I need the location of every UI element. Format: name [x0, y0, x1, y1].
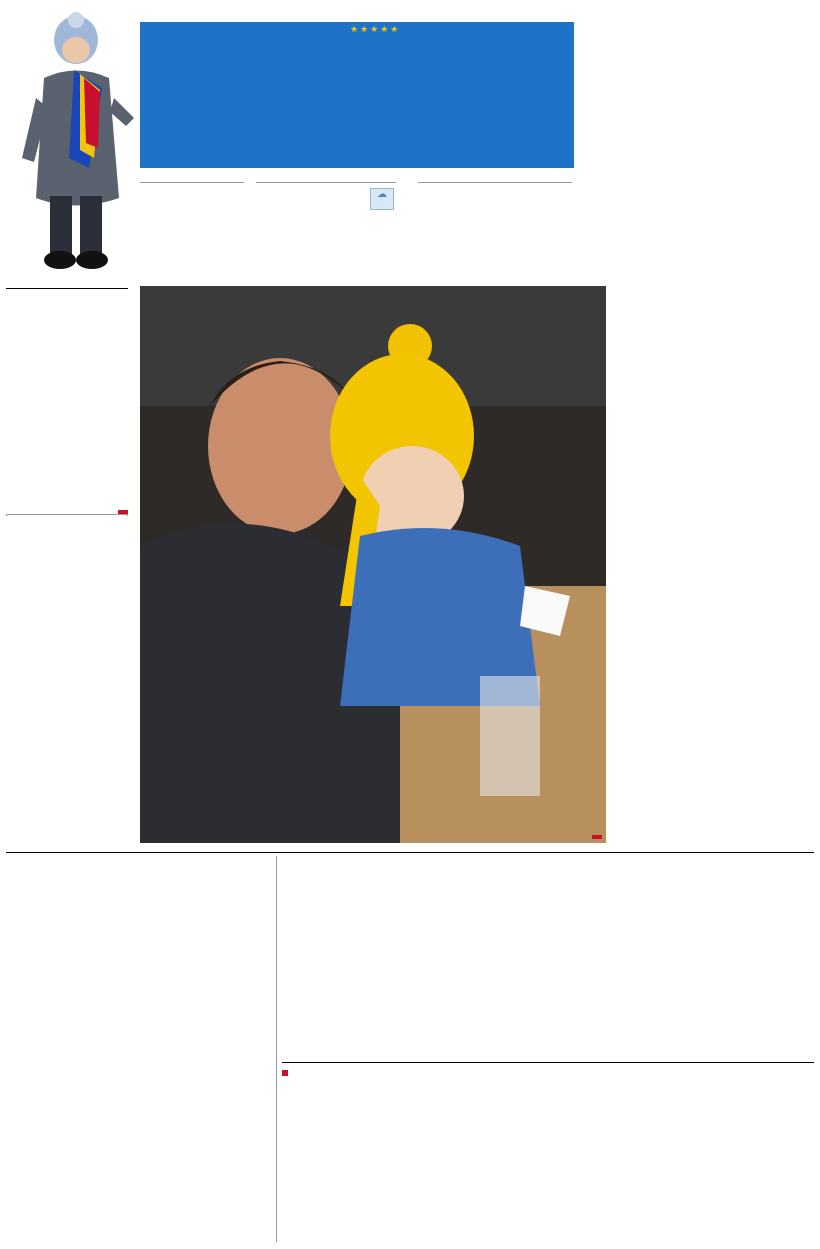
- rain-cloud-icon: ☁: [370, 188, 394, 210]
- cotatii-table: [140, 183, 244, 187]
- masthead-banner: [140, 22, 574, 168]
- eu-stars-icon: ★★★★★: [350, 24, 401, 34]
- almanac-lines: [418, 185, 572, 187]
- ultima-ora-label: [6, 514, 128, 516]
- cotatii-box: [140, 184, 244, 270]
- page-reference[interactable]: [592, 835, 602, 839]
- article-alegeri[interactable]: [282, 856, 814, 1060]
- weekday: [418, 182, 572, 183]
- article-marea-unire[interactable]: [6, 288, 128, 514]
- right-column: [618, 6, 814, 846]
- article-sarbatori[interactable]: [282, 1066, 814, 1244]
- meteo-box: [256, 184, 396, 270]
- author-marker-icon: [282, 1070, 288, 1076]
- hora-locala-column[interactable]: [6, 856, 270, 1244]
- ultima-ora-section[interactable]: [6, 514, 128, 838]
- child-figure-photo: [14, 8, 140, 280]
- date-box: [418, 184, 572, 270]
- voting-photo-illustration: [140, 286, 606, 843]
- lead-photo[interactable]: [140, 286, 606, 843]
